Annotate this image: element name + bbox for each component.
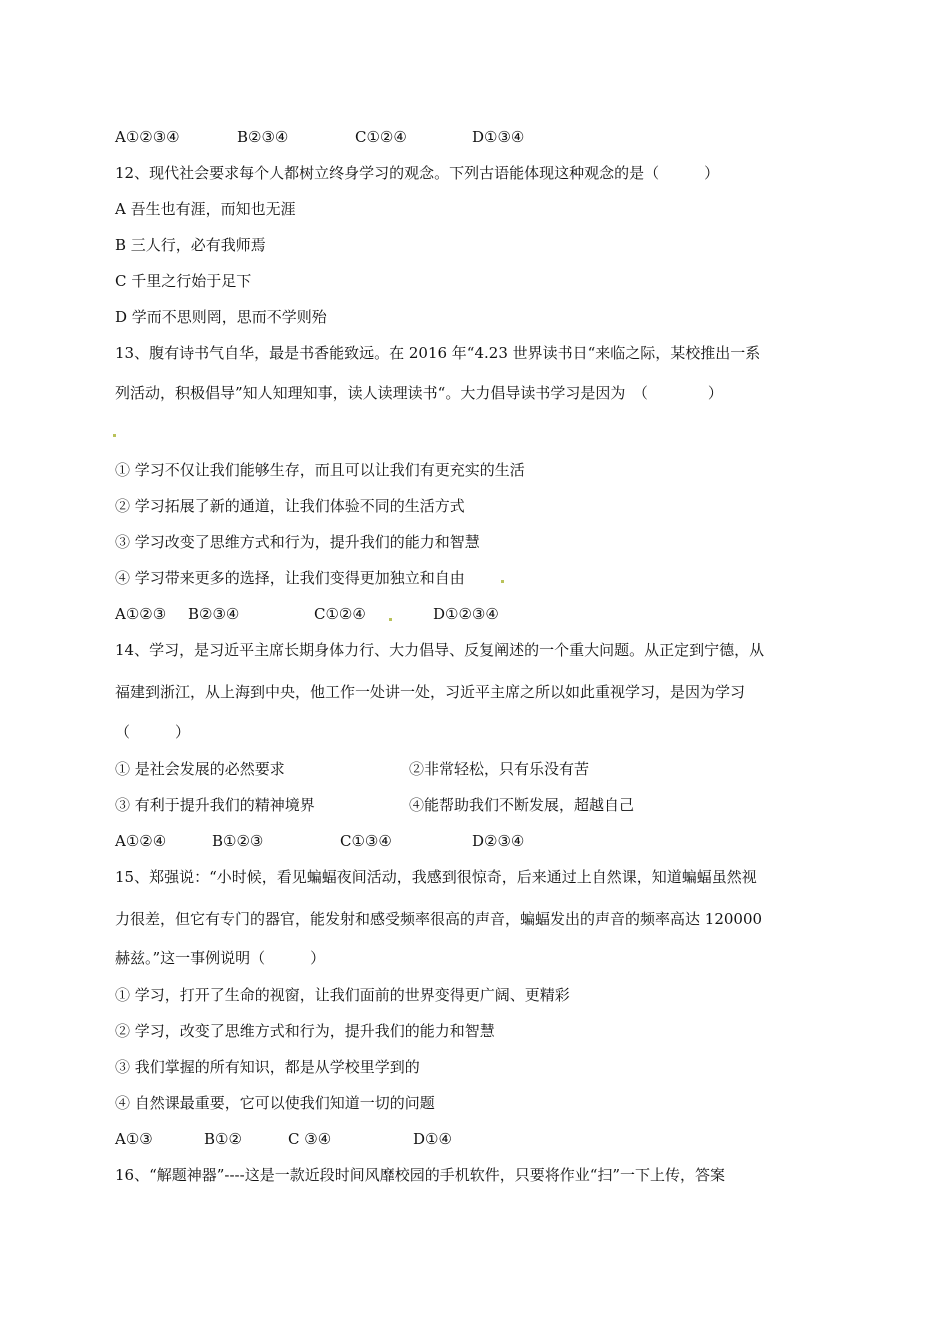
q13-statement-3: ③ 学习改变了思维方式和行为，提升我们的能力和智慧: [115, 533, 480, 551]
q11-option-c: C①②④: [355, 128, 407, 146]
q15-stem-line1: 15、郑强说：“小时候，看见蝙蝠夜间活动，我感到很惊奇，后来通过上自然课，知道蝙蝠虽然视: [115, 868, 757, 886]
q15-option-b: B①②: [204, 1130, 242, 1148]
q15-option-d: D①④: [413, 1130, 452, 1148]
q14-option-b: B①②③: [212, 832, 264, 850]
q11-option-d: D①③④: [472, 128, 525, 146]
q13-option-b: B②③④: [188, 605, 240, 623]
q12-stem: 12、现代社会要求每个人都树立终身学习的观念。下列古语能体现这种观念的是（ ）: [115, 164, 720, 182]
q13-option-c: C①②④: [314, 605, 366, 623]
q15-stem-line2: 力很差，但它有专门的器官，能发射和感受频率很高的声音，蝙蝠发出的声音的频率高达 120000: [115, 910, 763, 928]
q13-statement-1: ① 学习不仅让我们能够生存，而且可以让我们有更充实的生活: [115, 461, 525, 479]
q15-statement-4: ④ 自然课最重要，它可以使我们知道一切的问题: [115, 1094, 435, 1112]
stray-mark: [501, 580, 504, 583]
q12-option-a: A 吾生也有涯，而知也无涯: [115, 200, 296, 218]
q11-option-b: B②③④: [237, 128, 289, 146]
q12-option-c: C 千里之行始于足下: [115, 272, 252, 290]
q15-stem-line3: 赫兹。”这一事例说明（ ）: [115, 949, 326, 967]
q13-statement-4: ④ 学习带来更多的选择，让我们变得更加独立和自由: [115, 569, 465, 587]
q14-statement-1: ① 是社会发展的必然要求: [115, 760, 285, 778]
q13-option-a: A①②③: [115, 605, 167, 623]
q13-statement-2: ② 学习拓展了新的通道，让我们体验不同的生活方式: [115, 497, 465, 515]
q12-option-b: B 三人行，必有我师焉: [115, 236, 266, 254]
q15-option-a: A①③: [115, 1130, 153, 1148]
q14-stem-line2: 福建到浙江，从上海到中央，他工作一处讲一处，习近平主席之所以如此重视学习，是因为学习: [115, 683, 746, 701]
q16-stem-line1: 16、“解题神器”----这是一款近段时间风靡校园的手机软件，只要将作业“扫”一下上传，答案: [115, 1166, 726, 1184]
q14-statement-3: ③ 有利于提升我们的精神境界: [115, 796, 315, 814]
q15-statement-1: ① 学习，打开了生命的视窗，让我们面前的世界变得更广阔、更精彩: [115, 986, 570, 1004]
q15-option-c: C ③④: [288, 1130, 332, 1148]
q14-option-d: D②③④: [472, 832, 525, 850]
q11-option-a: A①②③④: [115, 128, 180, 146]
stray-mark: [113, 434, 116, 437]
stray-mark: [389, 618, 392, 621]
q13-stem-line2: 列活动，积极倡导”知人知理知事，读人读理读书“。大力倡导读书学习是因为 （ ）: [115, 384, 723, 402]
q14-stem-line3: （ ）: [115, 723, 191, 741]
q13-option-d: D①②③④: [433, 605, 499, 623]
q15-statement-2: ② 学习，改变了思维方式和行为，提升我们的能力和智慧: [115, 1022, 495, 1040]
q14-statement-2: ②非常轻松，只有乐没有苦: [409, 760, 590, 778]
q14-option-a: A①②④: [115, 832, 167, 850]
q15-statement-3: ③ 我们掌握的所有知识，都是从学校里学到的: [115, 1058, 420, 1076]
q13-stem-line1: 13、腹有诗书气自华，最是书香能致远。在 2016 年“4.23 世界读书日“来临之际，某校推出一系: [115, 344, 761, 362]
q14-option-c: C①③④: [340, 832, 392, 850]
q14-stem-line1: 14、学习，是习近平主席长期身体力行、大力倡导、反复阐述的一个重大问题。从正定到宁德，从: [115, 641, 765, 659]
q14-statement-4: ④能帮助我们不断发展，超越自己: [409, 796, 635, 814]
q12-option-d: D 学而不思则罔，思而不学则殆: [115, 308, 327, 326]
